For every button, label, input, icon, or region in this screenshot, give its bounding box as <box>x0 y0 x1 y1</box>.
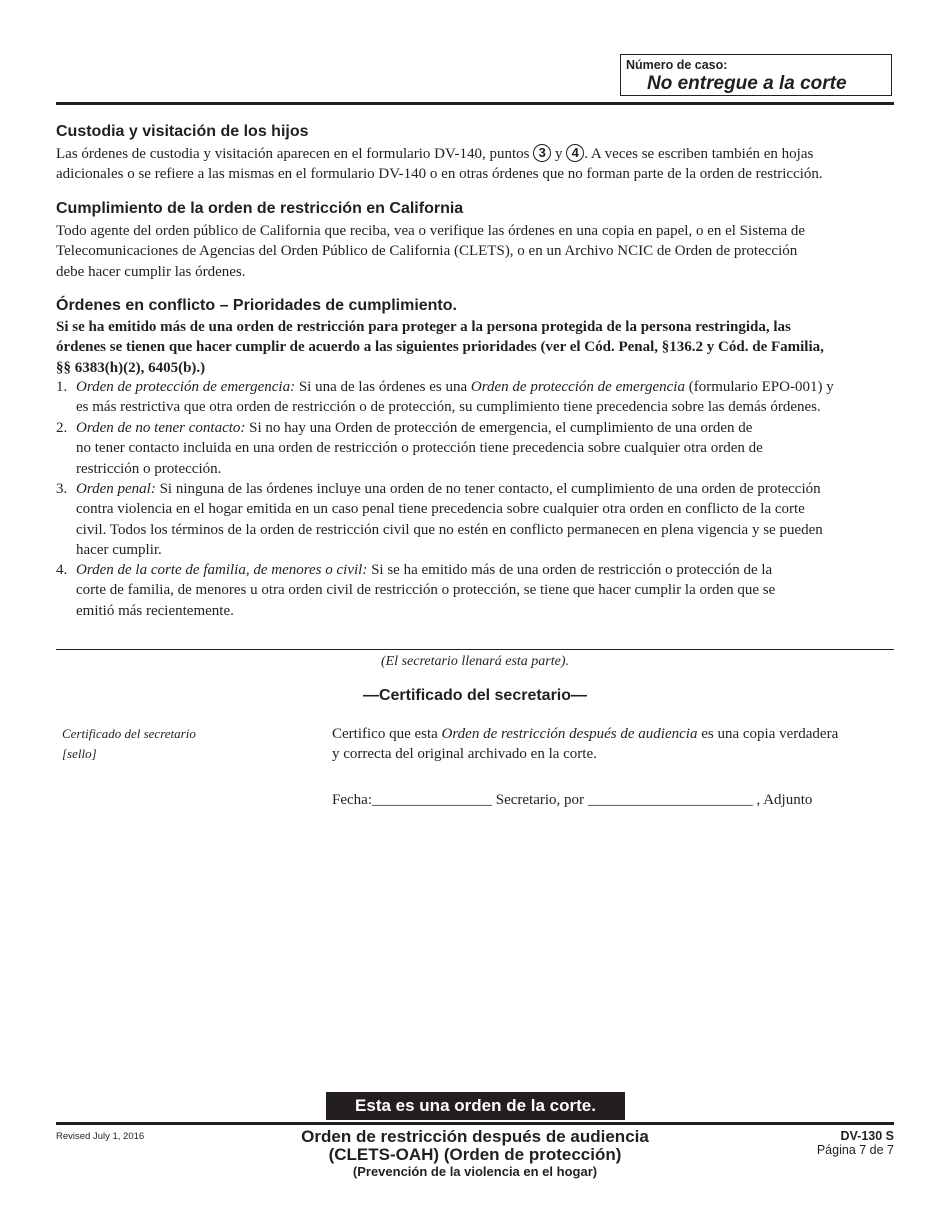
custody-heading: Custodia y visitación de los hijos <box>56 123 309 140</box>
priority-item-1: 1. Orden de protección de emergencia: Si una de las órdenes es una Orden de protección de emergencia (formulario EPO-001) y es más restrictiva que otra orden de restricción o de protección, su cumplimiento tiene precedencia sobre las demás órdenes. <box>56 379 834 416</box>
form-id <box>817 1129 894 1157</box>
clerk-note: (El secretario llenará esta parte). <box>380 654 570 669</box>
date-clerk-signature-line: Fecha:________________ Secretario, por ______________________ , Adjunto <box>332 792 813 808</box>
clerk-stamp-area: Certificado del secretario [sello] <box>62 726 196 761</box>
form-number: DV-130 S <box>840 1129 894 1143</box>
footer-divider <box>56 1122 894 1125</box>
enforcement-heading: Cumplimiento de la orden de restricción en California <box>56 200 464 217</box>
header-divider <box>56 102 894 105</box>
enforcement-text: Todo agente del orden público de California que reciba, vea o verifique las órdenes en una copia en papel, o en el Sistema de Telecomunicaciones de Agencias del Orden Público de California (CLETS), o en un Archivo NCIC de Orden de protección debe hacer cumplir las órdenes. <box>56 223 806 280</box>
revised-date: Revised July 1, 2016 <box>56 1131 145 1142</box>
conflict-intro: Si se ha emitido más de una orden de restricción para proteger a la persona protegida de la persona restringida, las órdenes se tienen que hacer cumplir de acuerdo a las siguientes prioridades (ver el Cód. Penal, §136.2 y Cód. de Familia, §§ 6383(h)(2), 6405(b).) <box>56 319 824 376</box>
page-number: Página 7 de 7 <box>816 1143 894 1157</box>
clerk-divider <box>56 649 894 650</box>
case-number-box <box>620 54 892 96</box>
form-title: Orden de restricción después de audiencia (CLETS-OAH) (Orden de protección) (Prevención de la violencia en el hogar) <box>301 1127 649 1179</box>
custody-text: Las órdenes de custodia y visitación aparecen en el formulario DV-140, puntos 3 y 4 . A veces se escriben también en hojas adicionales o se refiere a las mismas en el formulario DV-140 o en otras órdenes que no forman parte de la orden de restricción. <box>56 145 823 183</box>
priority-item-3: 3. Orden penal: Si ninguna de las órdenes incluye una orden de no tener contacto, el cumplimiento de una orden de protección contra violencia en el hogar emitida en un caso penal tiene precedencia sobre cualquier otra orden en conflicto de la corte civil. Todos los términos de la orden de restricción civil que no estén en conflicto permanecen en plena vigencia y se pueden hacer cumplir. <box>56 481 823 558</box>
court-order-banner: Esta es una orden de la corte. <box>326 1092 625 1120</box>
clerk-certificate-title: —Certificado del secretario— <box>362 687 588 704</box>
item-3-marker: 3 <box>533 144 551 162</box>
case-number-label: Número de caso: <box>626 58 728 72</box>
clerk-certification-text: Certifico que esta Orden de restricción después de audiencia es una copia verdadera y correcta del original archivado en la corte. <box>332 726 839 763</box>
case-number-value: No entregue a la corte <box>647 73 847 94</box>
priority-item-4: 4. Orden de la corte de familia, de menores o civil: Si se ha emitido más de una orden de restricción o protección de la corte de familia, de menores u otra orden civil de restricción o protección, se tiene que hacer cumplir la orden que se emitió más recientemente. <box>56 562 776 619</box>
item-4-marker: 4 <box>566 144 584 162</box>
conflict-heading: Órdenes en conflicto – Prioridades de cumplimiento. <box>56 297 457 314</box>
priority-item-2: 2. Orden de no tener contacto: Si no hay una Orden de protección de emergencia, el cumplimiento de una orden de no tener contacto incluida en una orden de restricción o protección tiene precedencia sobre cualquier otra orden de restricción o protección. <box>56 420 763 477</box>
